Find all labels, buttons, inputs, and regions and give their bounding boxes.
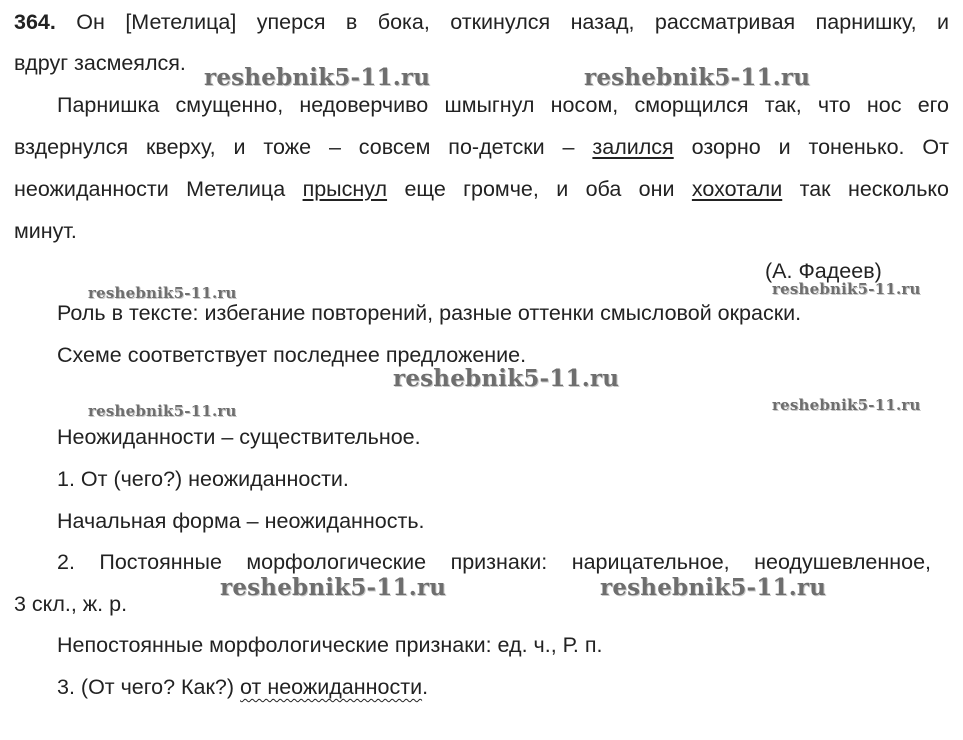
watermark: reshebnik5-11.ru	[204, 64, 431, 91]
exercise-text-2: вдруг засмеялся.	[14, 51, 186, 75]
exercise-text-5a: неожиданности Метелица	[14, 177, 286, 201]
exercise-number: 364.	[14, 10, 56, 34]
watermark: reshebnik5-11.ru	[88, 402, 237, 420]
answer-step2-text-2: 3 скл., ж. р.	[14, 592, 128, 616]
answer-pos-text: Неожиданности – существительное.	[57, 425, 421, 449]
watermark: reshebnik5-11.ru	[772, 280, 921, 298]
exercise-line-2	[14, 50, 186, 76]
author-name: (А. Фадеев)	[765, 259, 882, 283]
answer-scheme-text: Схеме соответствует последнее предложение.	[57, 343, 527, 367]
answer-role	[57, 300, 801, 326]
watermark: reshebnik5-11.ru	[600, 574, 827, 601]
exercise-text-4a: вздернулся кверху, и тоже – совсем по-детски –	[14, 135, 575, 159]
exercise-text-5c: так несколько	[799, 177, 950, 201]
underlined-verb-zalilsya: залился	[592, 135, 674, 159]
answer-step3-text-a: 3. (От чего? Как?)	[57, 675, 235, 699]
answer-part-of-speech	[57, 424, 421, 450]
watermark: reshebnik5-11.ru	[584, 64, 811, 91]
watermark: reshebnik5-11.ru	[88, 284, 237, 302]
answer-step-3	[57, 674, 428, 700]
exercise-line-1	[14, 9, 949, 35]
answer-step-1	[57, 466, 349, 492]
watermark: reshebnik5-11.ru	[220, 574, 447, 601]
answer-role-text: Роль в тексте: избегание повторений, разные оттенки смысловой окраски.	[57, 301, 802, 325]
exercise-text-3: Парнишка смущенно, недоверчиво шмыгнул носом, сморщился так, что нос его	[57, 93, 949, 117]
answer-step-2-line-2	[14, 591, 127, 617]
watermark: reshebnik5-11.ru	[772, 396, 921, 414]
underlined-verb-prysnul: прыснул	[302, 177, 388, 201]
exercise-line-5	[14, 176, 949, 202]
answer-nonconstant	[57, 632, 603, 658]
exercise-text-1: Он [Метелица] уперся в бока, откинулся назад, рассматривая парнишку, и	[76, 10, 949, 34]
exercise-line-4	[14, 134, 949, 160]
exercise-text-4b: озорно и тоненько. От	[691, 135, 949, 159]
answer-nonconstant-text: Непостоянные морфологические признаки: ед. ч., Р. п.	[57, 633, 603, 657]
answer-initial-form-text: Начальная форма – неожиданность.	[57, 509, 425, 533]
answer-step-2-line-1	[57, 549, 931, 575]
underlined-verb-hohotali: хохотали	[691, 177, 783, 201]
answer-initial-form	[57, 508, 425, 534]
exercise-line-6	[14, 218, 77, 244]
watermark: reshebnik5-11.ru	[393, 365, 620, 392]
exercise-text-5b: еще громче, и оба они	[404, 177, 675, 201]
wavy-underlined-adverbial: от неожиданности	[240, 675, 423, 699]
answer-step3-text-b: .	[422, 675, 429, 699]
answer-step1-text: 1. От (чего?) неожиданности.	[57, 467, 349, 491]
exercise-line-3	[57, 92, 949, 118]
answer-step2-text-1: 2. Постоянные морфологические признаки: нарицательное, неодушевленное,	[57, 550, 931, 574]
exercise-text-6: минут.	[14, 219, 77, 243]
